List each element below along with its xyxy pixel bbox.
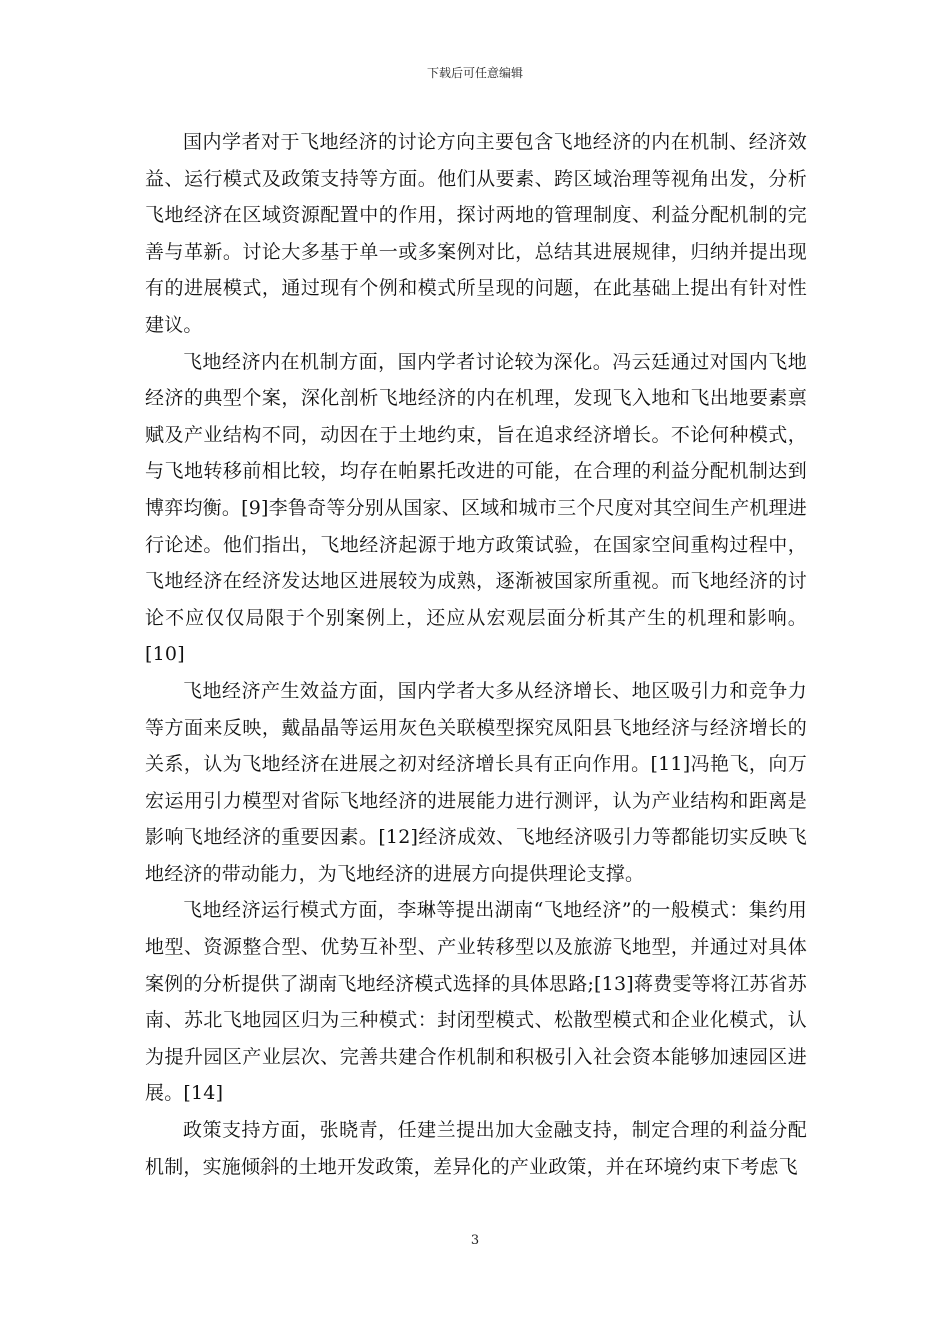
page-number: 3 bbox=[470, 1233, 480, 1248]
paragraph-operation-mode: 飞地经济运行模式方面，李琳等提出湖南“飞地经济”的一般模式：集约用地型、资源整合型、优势互补型、产业转移型以及旅游飞地型，并通过对具体案例的分析提供了湖南飞地经济模式选择的具体思路;[13]蒋费雯等将江苏省苏南、苏北飞地园区归为三种模式：封闭型模式、松散型模式和企业化模式，认为提升园区产业层次、完善共建合作机制和积极引入社会资本能够加速园区进展。[14] bbox=[145, 899, 807, 1105]
paragraph-economic-benefit: 飞地经济产生效益方面，国内学者大多从经济增长、地区吸引力和竞争力等方面来反映，戴晶晶等运用灰色关联模型探究凤阳县飞地经济与经济增长的关系，认为飞地经济在进展之初对经济增长具有正向作用。[11]冯艳飞，向万宏运用引力模型对省际飞地经济的进展能力进行测评，认为产业结构和距离是影响飞地经济的重要因素。[12]经济成效、飞地经济吸引力等都能切实反映飞地经济的带动能力，为飞地经济的进展方向提供理论支撑。 bbox=[145, 679, 807, 885]
paragraph-overview: 国内学者对于飞地经济的讨论方向主要包含飞地经济的内在机制、经济效益、运行模式及政策支持等方面。他们从要素、跨区域治理等视角出发，分析飞地经济在区域资源配置中的作用，探讨两地的管理制度、利益分配机制的完善与革新。讨论大多基于单一或多案例对比，总结其进展规律，归纳并提出现有的进展模式，通过现有个例和模式所呈现的问题，在此基础上提出有针对性建议。 bbox=[145, 131, 807, 336]
paragraph-policy-support: 政策支持方面，张晓青，任建兰提出加大金融支持，制定合理的利益分配机制，实施倾斜的土地开发政策，差异化的产业政策，并在环境约束下考虑飞 bbox=[145, 1119, 807, 1178]
paragraph-internal-mechanism: 飞地经济内在机制方面，国内学者讨论较为深化。冯云廷通过对国内飞地经济的典型个案，深化剖析飞地经济的内在机理，发现飞入地和飞出地要素禀赋及产业结构不同，动因在于土地约束，旨在追求经济增长。不论何种模式，与飞地转移前相比较，均存在帕累托改进的可能，在合理的利益分配机制达到博弈均衡。[9]李鲁奇等分别从国家、区域和城市三个尺度对其空间生产机理进行论述。他们指出，飞地经济起源于地方政策试验，在国家空间重构过程中，飞地经济在经济发达地区进展较为成熟，逐渐被国家所重视。而飞地经济的讨论不应仅仅局限于个别案例上，还应从宏观层面分析其产生的机理和影响。[10] bbox=[145, 350, 807, 666]
page-header-note: 下载后可任意编辑 bbox=[426, 66, 523, 80]
document-body bbox=[145, 124, 807, 1185]
